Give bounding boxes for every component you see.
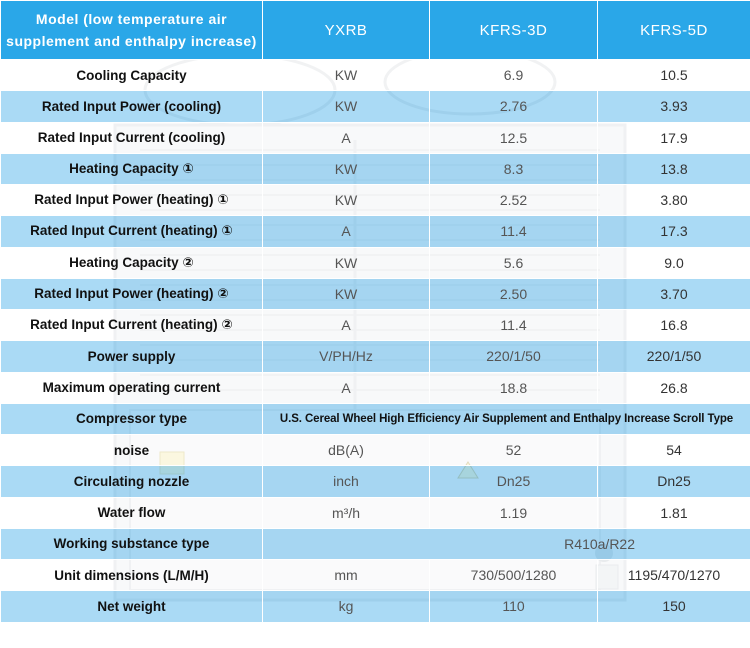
param-unit: A bbox=[263, 310, 430, 341]
table-row bbox=[1, 310, 750, 341]
value-model-a: 11.4 bbox=[430, 310, 598, 341]
table-row bbox=[1, 153, 750, 184]
value-model-a: 730/500/1280 bbox=[430, 560, 598, 591]
param-name: Cooling Capacity bbox=[1, 60, 263, 91]
compressor-type-value: U.S. Cereal Wheel High Efficiency Air Supplement and Enthalpy Increase Scroll Type bbox=[263, 403, 750, 434]
param-unit: KW bbox=[263, 247, 430, 278]
param-unit: A bbox=[263, 122, 430, 153]
value-model-a: 5.6 bbox=[430, 247, 598, 278]
value-model-b: 150 bbox=[598, 591, 750, 622]
param-name: Heating Capacity ① bbox=[1, 153, 263, 184]
value-model-a: 6.9 bbox=[430, 60, 598, 91]
working-substance-value: R410a/R22 bbox=[263, 528, 750, 559]
param-unit: inch bbox=[263, 466, 430, 497]
table-row bbox=[1, 466, 750, 497]
param-unit: KW bbox=[263, 60, 430, 91]
value-model-b: 16.8 bbox=[598, 310, 750, 341]
value-model-b: 17.3 bbox=[598, 216, 750, 247]
table-row bbox=[1, 216, 750, 247]
param-unit: V/PH/Hz bbox=[263, 341, 430, 372]
table-row bbox=[1, 341, 750, 372]
value-model-a: 52 bbox=[430, 435, 598, 466]
param-name: Rated Input Power (heating) ② bbox=[1, 278, 263, 309]
value-model-b: 54 bbox=[598, 435, 750, 466]
param-unit: A bbox=[263, 216, 430, 247]
value-model-b: 3.80 bbox=[598, 185, 750, 216]
param-name: Rated Input Current (heating) ① bbox=[1, 216, 263, 247]
value-model-a: 1.19 bbox=[430, 497, 598, 528]
header-row bbox=[1, 1, 750, 60]
value-model-a: 2.52 bbox=[430, 185, 598, 216]
header-model-label: Model (low temperature air supplement and enthalpy increase) bbox=[1, 1, 263, 60]
table-row bbox=[1, 185, 750, 216]
param-name: Unit dimensions (L/M/H) bbox=[1, 560, 263, 591]
value-model-b: 1195/470/1270 bbox=[598, 560, 750, 591]
table-row bbox=[1, 528, 750, 559]
param-name: Heating Capacity ② bbox=[1, 247, 263, 278]
value-model-b: 9.0 bbox=[598, 247, 750, 278]
param-unit: kg bbox=[263, 591, 430, 622]
value-model-a: 2.76 bbox=[430, 91, 598, 122]
table-row bbox=[1, 91, 750, 122]
table-row bbox=[1, 60, 750, 91]
param-unit: A bbox=[263, 372, 430, 403]
param-unit: dB(A) bbox=[263, 435, 430, 466]
table-row bbox=[1, 247, 750, 278]
param-name: Power supply bbox=[1, 341, 263, 372]
param-unit: mm bbox=[263, 560, 430, 591]
param-unit: KW bbox=[263, 185, 430, 216]
param-unit: m³/h bbox=[263, 497, 430, 528]
param-unit: KW bbox=[263, 91, 430, 122]
value-model-a: 18.8 bbox=[430, 372, 598, 403]
value-model-b: 3.93 bbox=[598, 91, 750, 122]
value-model-a: Dn25 bbox=[430, 466, 598, 497]
value-model-a: 11.4 bbox=[430, 216, 598, 247]
param-name: Rated Input Power (heating) ① bbox=[1, 185, 263, 216]
param-name: Water flow bbox=[1, 497, 263, 528]
value-model-a: 2.50 bbox=[430, 278, 598, 309]
param-name: Rated Input Current (cooling) bbox=[1, 122, 263, 153]
param-name: Compressor type bbox=[1, 403, 263, 434]
param-name: noise bbox=[1, 435, 263, 466]
header-model-b: KFRS-5D bbox=[598, 1, 750, 60]
value-model-b: 13.8 bbox=[598, 153, 750, 184]
value-model-a: 110 bbox=[430, 591, 598, 622]
table-row bbox=[1, 591, 750, 622]
param-name: Maximum operating current bbox=[1, 372, 263, 403]
header-series: YXRB bbox=[263, 1, 430, 60]
table-row bbox=[1, 497, 750, 528]
value-model-a: 12.5 bbox=[430, 122, 598, 153]
table-row bbox=[1, 403, 750, 434]
value-model-b: Dn25 bbox=[598, 466, 750, 497]
param-name: Circulating nozzle bbox=[1, 466, 263, 497]
param-name: Net weight bbox=[1, 591, 263, 622]
param-name: Working substance type bbox=[1, 528, 263, 559]
value-model-b: 17.9 bbox=[598, 122, 750, 153]
table-row bbox=[1, 278, 750, 309]
value-model-b: 10.5 bbox=[598, 60, 750, 91]
value-model-b: 3.70 bbox=[598, 278, 750, 309]
param-name: Rated Input Power (cooling) bbox=[1, 91, 263, 122]
table-row bbox=[1, 122, 750, 153]
table-row bbox=[1, 560, 750, 591]
param-unit: KW bbox=[263, 153, 430, 184]
param-name: Rated Input Current (heating) ② bbox=[1, 310, 263, 341]
value-model-b: 220/1/50 bbox=[598, 341, 750, 372]
value-model-b: 26.8 bbox=[598, 372, 750, 403]
table-row bbox=[1, 372, 750, 403]
header-model-a: KFRS-3D bbox=[430, 1, 598, 60]
value-model-b: 1.81 bbox=[598, 497, 750, 528]
value-model-a: 220/1/50 bbox=[430, 341, 598, 372]
table-row bbox=[1, 435, 750, 466]
value-model-a: 8.3 bbox=[430, 153, 598, 184]
param-unit: KW bbox=[263, 278, 430, 309]
